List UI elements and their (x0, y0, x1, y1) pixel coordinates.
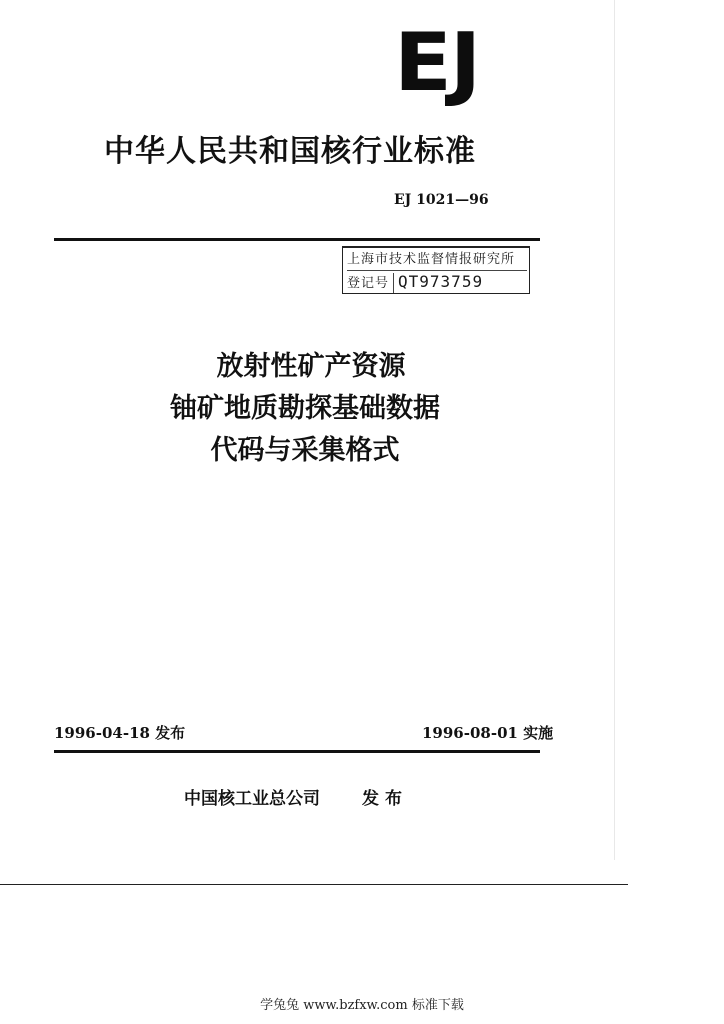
download-watermark: 学兔兔 www.bzfxw.com 标准下载 (260, 998, 464, 1013)
publisher-name: 中国核工业总公司 (184, 789, 320, 809)
title-line-1: 放射性矿产资源 (216, 351, 406, 382)
stamp-registration (347, 271, 527, 293)
date-divider (54, 750, 540, 753)
publisher-action: 发布 (362, 789, 408, 809)
stamp-institute: 上海市技术监督情报研究所 (347, 250, 527, 271)
effective-date: 1996-08-01 实施 (422, 724, 554, 742)
publish-date: 1996-04-18 发布 (54, 724, 186, 742)
page-edge-shadow (614, 0, 615, 860)
org-title: 中华人民共和国核行业标准 (104, 134, 476, 169)
stamp-label: 登记号 (347, 273, 394, 293)
stamp-number: QT973759 (398, 272, 484, 291)
title-line-3: 代码与采集格式 (210, 435, 400, 466)
standard-number: EJ 1021—96 (394, 192, 489, 208)
library-stamp (342, 246, 530, 294)
document-title (0, 346, 610, 472)
ej-logo: EJ (394, 16, 480, 109)
title-line-2: 铀矿地质勘探基础数据 (170, 393, 440, 424)
footer-divider (0, 884, 628, 885)
header-divider (54, 238, 540, 241)
